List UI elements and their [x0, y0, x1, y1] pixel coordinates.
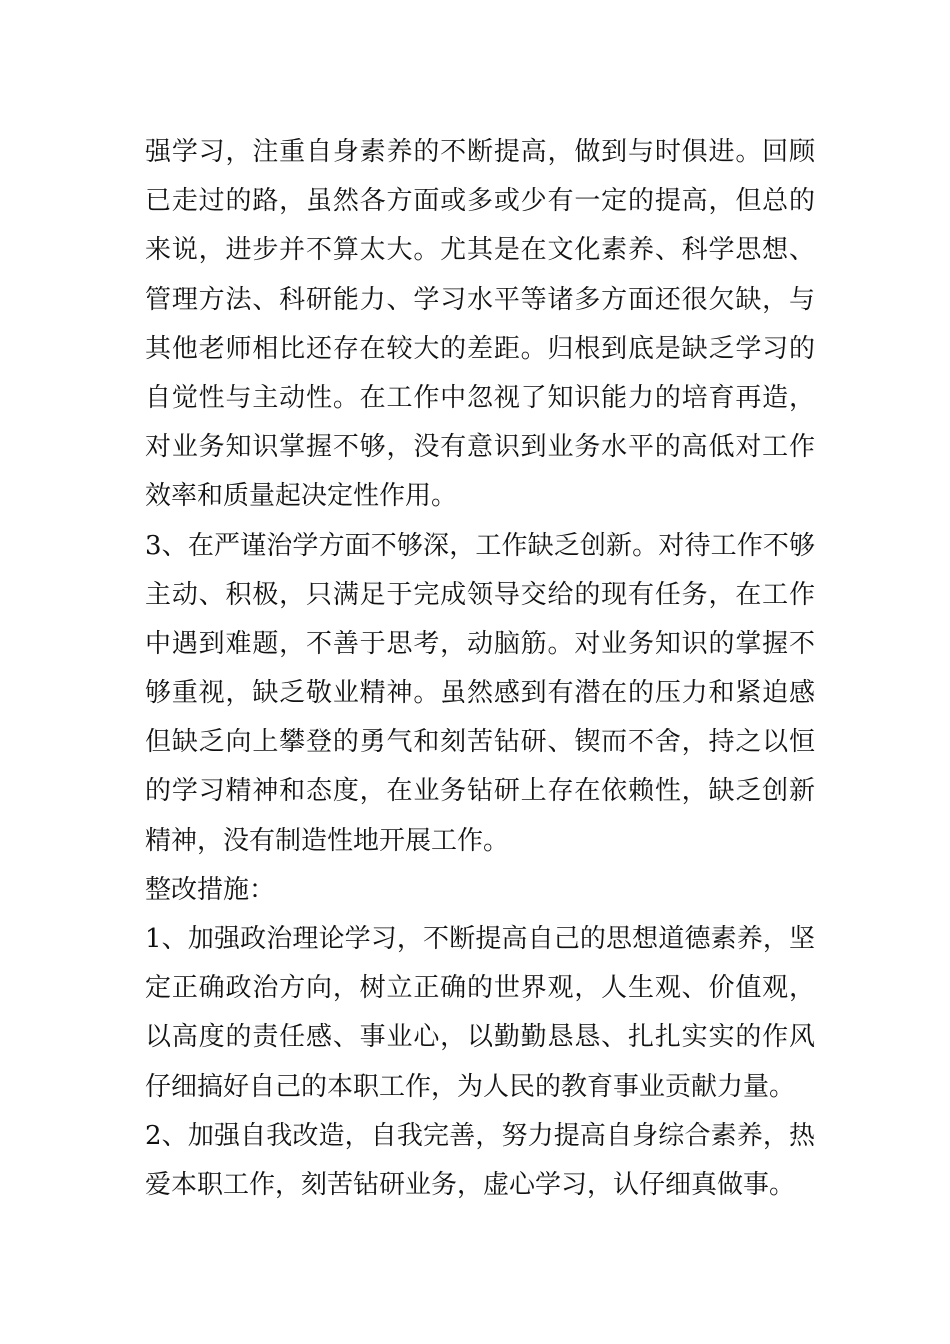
text-line: 来说，进步并不算太大。尤其是在文化素养、科学思想、 [145, 235, 815, 266]
text-line: 1、加强政治理论学习，不断提高自己的思想道德素养，坚 [145, 924, 815, 954]
text-line: 主动、积极，只满足于完成领导交给的现有任务，在工作 [145, 579, 815, 610]
text-line: 精神，没有制造性地开展工作。 [145, 825, 510, 856]
text-line: 但缺乏向上攀登的勇气和刻苦钻研、锲而不舍，持之以恒 [145, 727, 815, 758]
text-line: 以高度的责任感、事业心，以勤勤恳恳、扎扎实实的作风 [145, 1022, 815, 1053]
text-line: 效率和质量起决定性作用。 [145, 481, 458, 512]
text-line: 强学习，注重自身素养的不断提高，做到与时俱进。回顾 [145, 137, 815, 167]
text-line: 2、加强自我改造，自我完善，努力提高自身综合素养，热 [145, 1120, 815, 1151]
text-line: 自觉性与主动性。在工作中忽视了知识能力的培育再造， [145, 382, 815, 413]
text-line: 仔细搞好自己的本职工作，为人民的教育事业贡献力量。 [145, 1071, 796, 1102]
text-line: 爱本职工作，刻苦钻研业务，虚心学习，认仔细真做事。 [145, 1169, 796, 1200]
text-line: 其他老师相比还存在较大的差距。归根到底是缺乏学习的 [145, 333, 815, 364]
section-heading: 整改措施： [145, 874, 276, 905]
text-line: 定正确政治方向，树立正确的世界观，人生观、价值观， [145, 973, 815, 1004]
text-line: 管理方法、科研能力、学习水平等诸多方面还很欠缺，与 [145, 284, 815, 315]
text-line: 已走过的路，虽然各方面或多或少有一定的提高，但总的 [145, 186, 815, 217]
text-line: 中遇到难题，不善于思考，动脑筋。对业务知识的掌握不 [145, 628, 815, 659]
text-line: 对业务知识掌握不够，没有意识到业务水平的高低对工作 [145, 432, 815, 463]
text-line: 3、在严谨治学方面不够深，工作缺乏创新。对待工作不够 [145, 530, 815, 561]
body-text [145, 128, 815, 1210]
text-line: 够重视，缺乏敬业精神。虽然感到有潜在的压力和紧迫感 [145, 678, 815, 709]
text-line: 的学习精神和态度，在业务钻研上存在依赖性，缺乏创新 [145, 776, 815, 807]
